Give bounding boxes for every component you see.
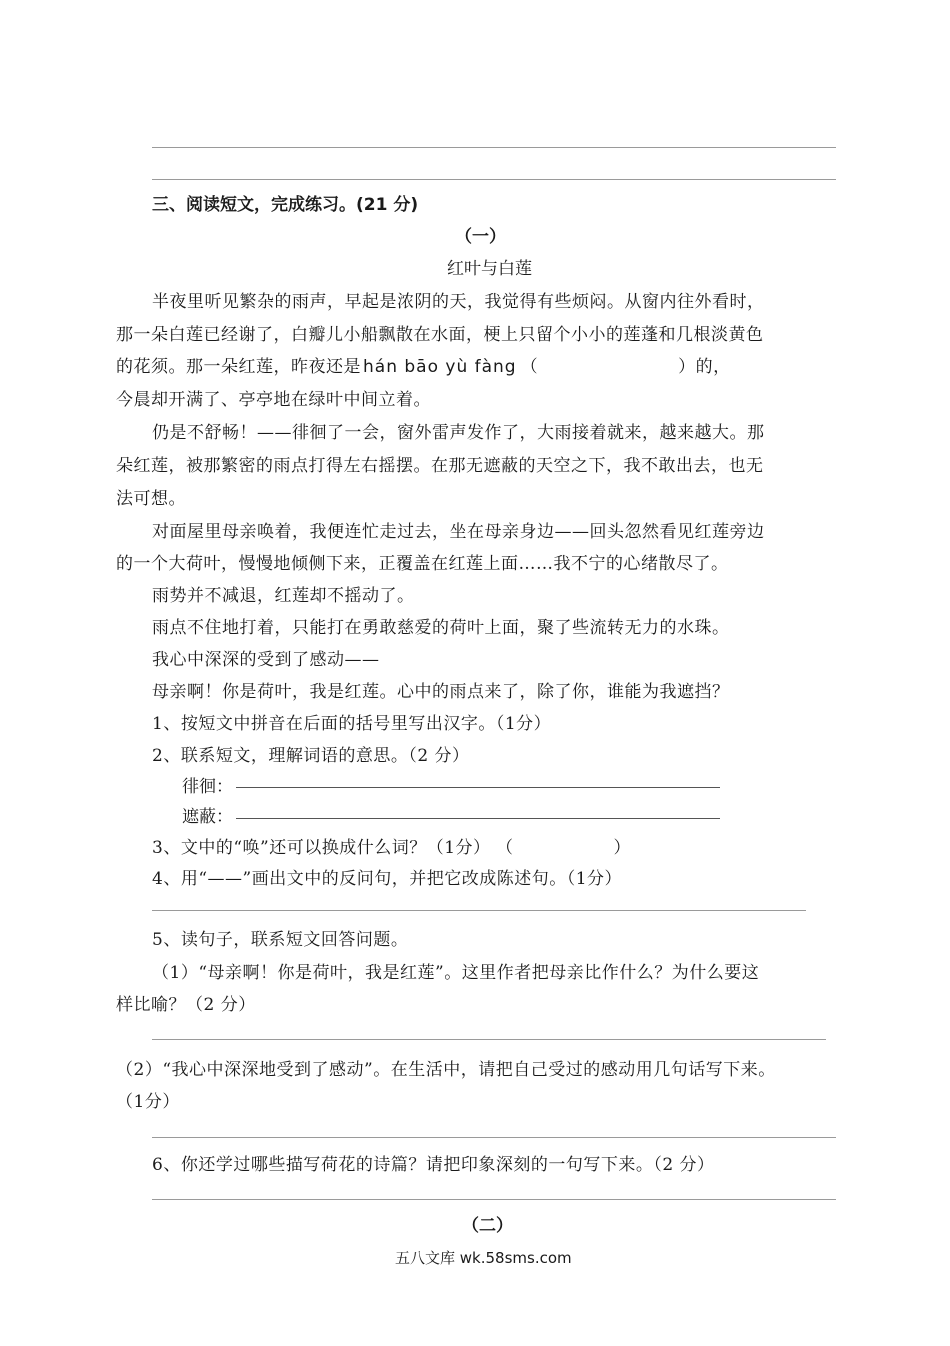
passage-line: 母亲啊！你是荷叶，我是红莲。心中的雨点来了，除了你，谁能为我遮挡？: [152, 682, 730, 702]
question-2: 2、联系短文，理解词语的意思。（2 分）: [152, 746, 470, 766]
passage-text: 的花须。那一朵红莲，昨夜还是: [116, 357, 361, 377]
passage-line: 的一个大荷叶，慢慢地倾侧下来，正覆盖在红莲上面……我不宁的心绪散尽了。: [116, 554, 729, 574]
answer-line-q4[interactable]: [152, 910, 806, 911]
answer-line: [152, 147, 836, 148]
question-5-2-line: （1分）: [116, 1092, 180, 1112]
question-5-1-line: 样比喻？（2 分）: [116, 995, 256, 1015]
question-1: 1、按短文中拼音在后面的括号里写出汉字。（1分）: [152, 714, 552, 734]
paren-open: （: [520, 357, 539, 377]
answer-line-q5-2[interactable]: [152, 1137, 836, 1138]
word-paihuai-label: 徘徊：: [182, 777, 233, 797]
question-3: [152, 833, 631, 858]
passage-line: 半夜里听见繁杂的雨声，早起是浓阴的天，我觉得有些烦闷。从窗内往外看时，: [152, 292, 765, 312]
passage-line: 那一朵白莲已经谢了，白瓣儿小船飘散在水面，梗上只留个小小的莲蓬和几根淡黄色: [116, 325, 764, 345]
passage-line: 仍是不舒畅！——徘徊了一会，窗外雷声发作了，大雨接着就来，越来越大。那: [152, 423, 765, 443]
paren-close: ）: [613, 838, 632, 858]
passage-line: [116, 352, 731, 377]
passage-line: 朵红莲，被那繁密的雨点打得左右摇摆。在那无遮蔽的天空之下，我不敢出去，也无: [116, 456, 764, 476]
question-3-text: 3、文中的“唤”还可以换成什么词？（1分）: [152, 838, 491, 858]
paren-open: （: [504, 838, 514, 858]
footer-watermark: 五八文库 wk.58sms.com: [395, 1249, 572, 1267]
passage-line: 雨点不住地打着，只能打在勇敢慈爱的荷叶上面，聚了些流转无力的水珠。: [152, 618, 730, 638]
answer-line: [152, 179, 836, 180]
passage-line: 我心中深深的受到了感动——: [152, 650, 380, 670]
part-two-label: （二）: [462, 1216, 513, 1236]
answer-line-q6[interactable]: [152, 1199, 836, 1200]
question-5: 5、读句子，联系短文回答问题。: [152, 930, 409, 950]
passage-title: 红叶与白莲: [447, 259, 532, 279]
answer-line-paihuai[interactable]: [236, 787, 720, 788]
passage-line: 雨势并不减退，红莲却不摇动了。: [152, 586, 415, 606]
paren-close: ）的，: [678, 357, 731, 377]
question-4: 4、用“——”画出文中的反问句，并把它改成陈述句。（1分）: [152, 869, 623, 889]
question-5-1-line: （1）“母亲啊！你是荷叶，我是红莲”。这里作者把母亲比作什么？为什么要这: [152, 963, 760, 983]
passage-line: 对面屋里母亲唤着，我便连忙走过去，坐在母亲身边——回头忽然看见红莲旁边: [152, 522, 765, 542]
question-5-2-line: （2）“我心中深深地受到了感动”。在生活中，请把自己受过的感动用几句话写下来。: [116, 1060, 776, 1080]
section-heading: 三、阅读短文，完成练习。(21 分): [152, 195, 419, 215]
part-one-label: （一）: [455, 227, 506, 247]
word-zhebi-label: 遮蔽：: [182, 807, 233, 827]
passage-line: 今晨却开满了、亭亭地在绿叶中间立着。: [116, 390, 431, 410]
question-6: 6、你还学过哪些描写荷花的诗篇？请把印象深刻的一句写下来。（2 分）: [152, 1155, 715, 1175]
passage-line: 法可想。: [116, 489, 186, 509]
answer-line-q5-1[interactable]: [152, 1039, 826, 1040]
pinyin-hint: hán bāo yù fàng: [363, 357, 517, 377]
answer-line-zhebi[interactable]: [236, 818, 720, 819]
